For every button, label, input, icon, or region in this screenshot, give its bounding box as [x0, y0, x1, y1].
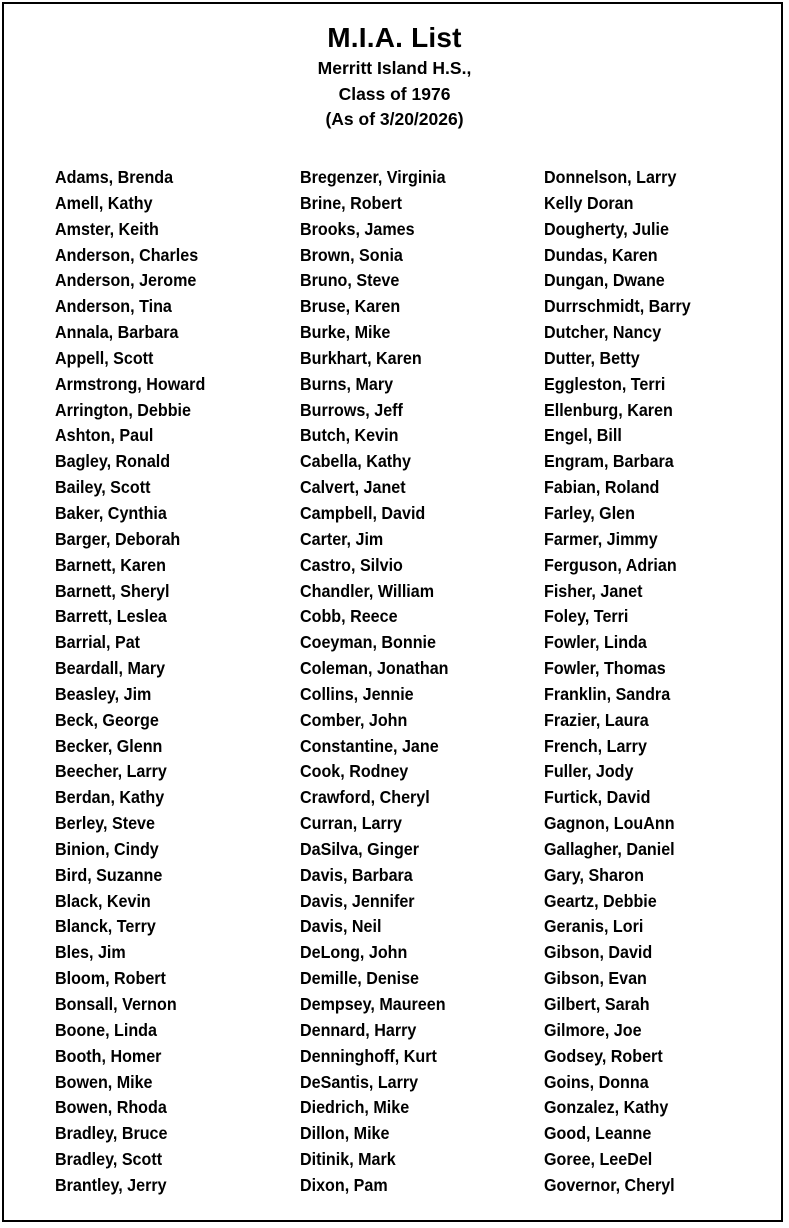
name-entry: Davis, Neil: [300, 916, 382, 937]
name-entry: Barrett, Leslea: [55, 606, 167, 627]
name-entry: Barnett, Karen: [55, 554, 166, 575]
name-entry: Anderson, Jerome: [55, 270, 197, 291]
name-entry: Franklin, Sandra: [544, 683, 671, 704]
name-entry: Gibson, David: [544, 942, 653, 963]
name-entry: Gilbert, Sarah: [544, 994, 650, 1014]
name-entry: Goins, Donna: [544, 1071, 649, 1092]
name-entry: Bloom, Robert: [55, 968, 166, 989]
name-entry: Dempsey, Maureen: [300, 994, 446, 1014]
name-entry: Coeyman, Bonnie: [300, 632, 436, 653]
name-entry: Denninghoff, Kurt: [300, 1045, 437, 1066]
name-entry: Barger, Deborah: [55, 528, 181, 549]
name-entry: Dungan, Dwane: [544, 270, 665, 291]
name-entry: Foley, Terri: [544, 606, 629, 627]
name-entry: Gilmore, Joe: [544, 1019, 642, 1040]
name-entry: Demille, Denise: [300, 968, 420, 989]
name-entry: Adams, Brenda: [55, 167, 174, 187]
name-entry: Farley, Glen: [544, 502, 635, 523]
name-entry: Geranis, Lori: [544, 916, 644, 937]
name-entry: Fowler, Linda: [544, 632, 647, 653]
name-entry: DeSantis, Larry: [300, 1071, 419, 1092]
name-entry: Barnett, Sheryl: [55, 580, 170, 601]
name-entry: Gonzalez, Kathy: [544, 1097, 669, 1118]
name-entry: Brooks, James: [300, 218, 415, 239]
name-column-1: [55, 165, 218, 1199]
name-entry: Godsey, Robert: [544, 1045, 663, 1066]
name-entry: Booth, Homer: [55, 1045, 162, 1066]
name-entry: Binion, Cindy: [55, 838, 159, 859]
name-entry: Fisher, Janet: [544, 580, 643, 601]
school-name: Merritt Island H.S.,: [317, 58, 472, 78]
name-entry: Arrington, Debbie: [55, 399, 191, 420]
page-title: M.I.A. List: [327, 22, 462, 53]
name-entry: Kelly Doran: [544, 192, 634, 213]
name-entry: Constantine, Jane: [300, 735, 439, 756]
as-of-date: (As of 3/20/2026): [325, 109, 464, 129]
name-column-3: [544, 165, 704, 1199]
name-entry: Gallagher, Daniel: [544, 838, 675, 859]
name-entry: Brantley, Jerry: [55, 1174, 167, 1195]
name-entry: Dundas, Karen: [544, 244, 658, 265]
name-entry: Engel, Bill: [544, 425, 622, 446]
name-entry: Cook, Rodney: [300, 761, 409, 782]
name-entry: Dutcher, Nancy: [544, 322, 662, 343]
name-columns: [0, 165, 789, 1205]
name-entry: Cabella, Kathy: [300, 451, 411, 472]
name-entry: Amell, Kathy: [55, 192, 153, 213]
name-entry: Bonsall, Vernon: [55, 994, 177, 1014]
name-entry: Farmer, Jimmy: [544, 528, 658, 549]
name-entry: Boone, Linda: [55, 1019, 157, 1040]
list-header: [0, 20, 789, 133]
name-entry: Coleman, Jonathan: [300, 658, 449, 679]
name-entry: Comber, John: [300, 709, 408, 730]
name-entry: Black, Kevin: [55, 890, 151, 911]
name-column-2: [300, 165, 461, 1199]
name-entry: Geartz, Debbie: [544, 890, 657, 911]
name-entry: Dillon, Mike: [300, 1123, 390, 1144]
name-entry: Dougherty, Julie: [544, 218, 669, 239]
name-entry: Becker, Glenn: [55, 735, 163, 756]
name-entry: Castro, Silvio: [300, 554, 403, 575]
name-entry: Davis, Barbara: [300, 864, 413, 885]
name-entry: Ellenburg, Karen: [544, 399, 673, 420]
name-entry: Curran, Larry: [300, 813, 403, 834]
name-entry: Beck, George: [55, 709, 159, 730]
name-entry: Berdan, Kathy: [55, 787, 165, 808]
name-entry: Bregenzer, Virginia: [300, 167, 446, 187]
name-entry: Dennard, Harry: [300, 1019, 417, 1040]
name-entry: Bowen, Mike: [55, 1071, 153, 1092]
name-entry: Burke, Mike: [300, 322, 391, 343]
name-entry: Beecher, Larry: [55, 761, 167, 782]
name-entry: Appell, Scott: [55, 347, 154, 368]
name-entry: French, Larry: [544, 735, 647, 756]
name-entry: Donnelson, Larry: [544, 167, 677, 187]
name-entry: DaSilva, Ginger: [300, 838, 420, 859]
name-entry: Armstrong, Howard: [55, 373, 206, 394]
name-entry: Bagley, Ronald: [55, 451, 171, 472]
name-entry: Burkhart, Karen: [300, 347, 422, 368]
name-entry: Gagnon, LouAnn: [544, 813, 675, 834]
name-entry: Ditinik, Mark: [300, 1149, 396, 1170]
name-entry: Brown, Sonia: [300, 244, 403, 265]
name-entry: Frazier, Laura: [544, 709, 649, 730]
name-entry: Blanck, Terry: [55, 916, 156, 937]
name-entry: DeLong, John: [300, 942, 408, 963]
name-entry: Goree, LeeDel: [544, 1149, 653, 1170]
name-entry: Bradley, Scott: [55, 1149, 163, 1170]
name-entry: Beardall, Mary: [55, 658, 166, 679]
name-entry: Good, Leanne: [544, 1123, 652, 1144]
name-entry: Bruno, Steve: [300, 270, 400, 291]
name-entry: Fuller, Jody: [544, 761, 634, 782]
name-entry: Baker, Cynthia: [55, 502, 167, 523]
name-entry: Burrows, Jeff: [300, 399, 403, 420]
name-entry: Barrial, Pat: [55, 632, 141, 653]
name-entry: Anderson, Tina: [55, 296, 172, 317]
name-entry: Campbell, David: [300, 502, 426, 523]
name-entry: Butch, Kevin: [300, 425, 399, 446]
name-entry: Dutter, Betty: [544, 347, 640, 368]
name-entry: Fabian, Roland: [544, 477, 660, 498]
name-entry: Davis, Jennifer: [300, 890, 415, 911]
name-entry: Beasley, Jim: [55, 683, 152, 704]
name-entry: Chandler, William: [300, 580, 435, 601]
name-entry: Eggleston, Terri: [544, 373, 666, 394]
name-entry: Cobb, Reece: [300, 606, 398, 627]
name-entry: Amster, Keith: [55, 218, 159, 239]
name-entry: Diedrich, Mike: [300, 1097, 410, 1118]
name-entry: Ashton, Paul: [55, 425, 154, 446]
name-entry: Gary, Sharon: [544, 864, 644, 885]
name-entry: Carter, Jim: [300, 528, 384, 549]
name-entry: Engram, Barbara: [544, 451, 674, 472]
name-entry: Bruse, Karen: [300, 296, 401, 317]
name-entry: Bailey, Scott: [55, 477, 151, 498]
name-entry: Collins, Jennie: [300, 683, 414, 704]
name-entry: Furtick, David: [544, 787, 651, 808]
name-entry: Crawford, Cheryl: [300, 787, 430, 808]
name-entry: Bles, Jim: [55, 942, 126, 963]
name-entry: Bradley, Bruce: [55, 1123, 168, 1144]
name-entry: Bowen, Rhoda: [55, 1097, 167, 1118]
name-entry: Annala, Barbara: [55, 322, 179, 343]
name-entry: Ferguson, Adrian: [544, 554, 677, 575]
name-entry: Fowler, Thomas: [544, 658, 666, 679]
name-entry: Calvert, Janet: [300, 477, 406, 498]
name-entry: Bird, Suzanne: [55, 864, 163, 885]
name-entry: Burns, Mary: [300, 373, 394, 394]
name-entry: Anderson, Charles: [55, 244, 199, 265]
name-entry: Governor, Cheryl: [544, 1174, 675, 1195]
name-entry: Brine, Robert: [300, 192, 402, 213]
name-entry: Durrschmidt, Barry: [544, 296, 691, 317]
name-entry: Dixon, Pam: [300, 1174, 388, 1195]
class-year: Class of 1976: [338, 83, 451, 104]
name-entry: Gibson, Evan: [544, 968, 647, 989]
name-entry: Berley, Steve: [55, 813, 155, 834]
